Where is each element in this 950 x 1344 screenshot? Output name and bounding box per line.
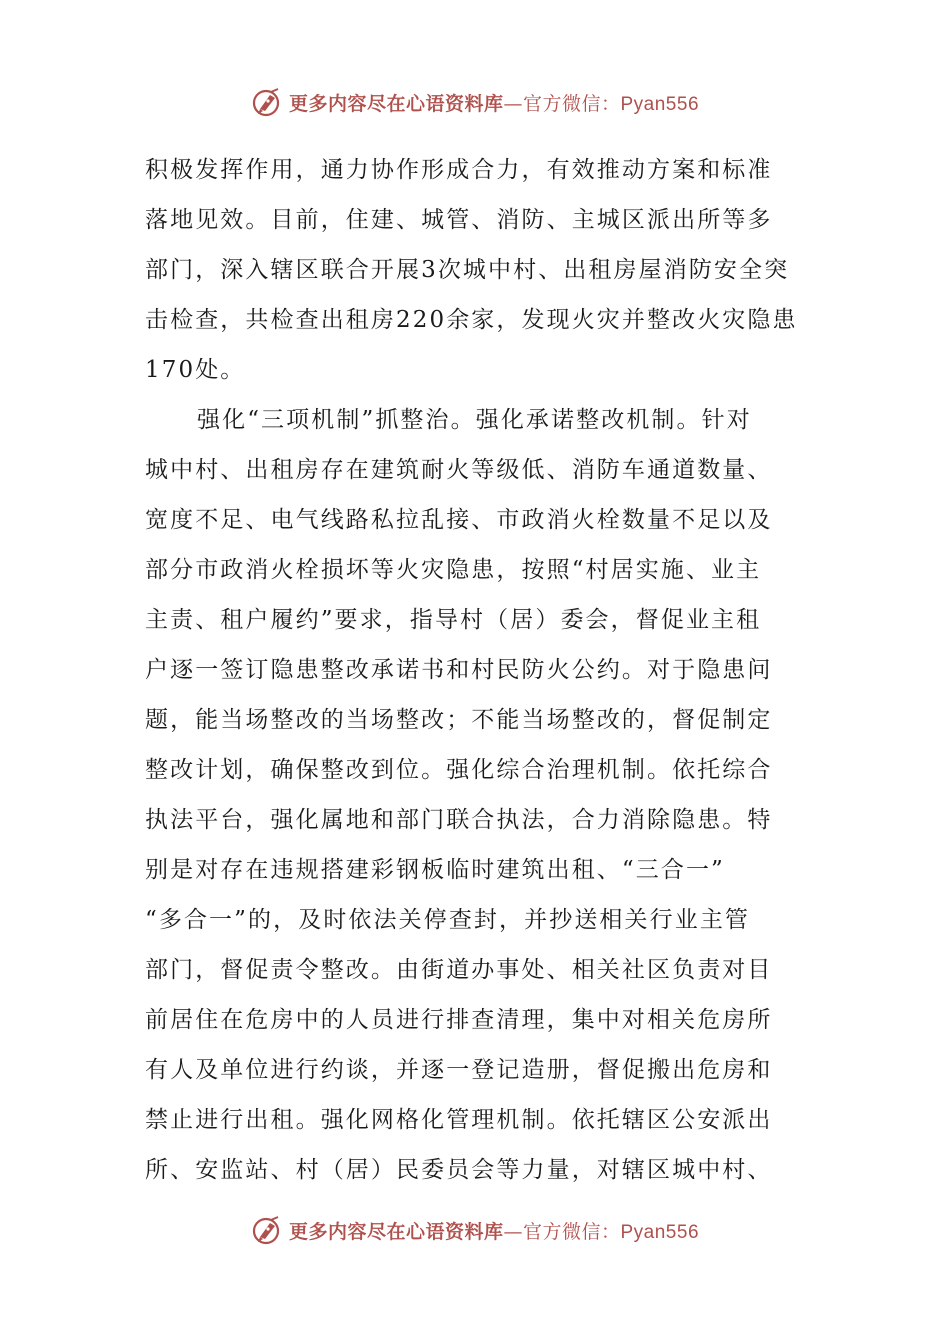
- header-banner: [0, 82, 950, 122]
- footer-banner-wechat-id: Pyan556: [620, 1221, 700, 1243]
- header-banner-text: [289, 89, 699, 116]
- body-line: 宽度不足、电气线路私拉乱接、市政消火栓数量不足以及: [145, 507, 773, 533]
- body-line: 有人及单位进行约谈，并逐一登记造册，督促搬出危房和: [145, 1057, 773, 1083]
- footer-banner-title: 更多内容尽在心语资料库: [288, 1220, 504, 1243]
- body-line: 主责、租户履约”要求，指导村（居）委会，督促业主租: [145, 607, 762, 633]
- body-line: 部门，深入辖区联合开展3次城中村、出租房屋消防安全突: [145, 257, 790, 283]
- body-line: 题，能当场整改的当场整改；不能当场整改的，督促制定: [145, 707, 773, 733]
- body-line: 别是对存在违规搭建彩钢板临时建筑出租、“三合一”: [145, 857, 725, 883]
- footer-banner-text: [289, 1217, 699, 1244]
- body-line: 落地见效。目前，住建、城管、消防、主城区派出所等多: [145, 207, 773, 233]
- body-line: 积极发挥作用，通力协作形成合力，有效推动方案和标准: [145, 157, 773, 183]
- body-line: 170处。: [145, 357, 246, 383]
- body-line: 整改计划，确保整改到位。强化综合治理机制。依托综合: [145, 757, 773, 783]
- footer-banner-label: —官方微信：: [503, 1220, 621, 1243]
- body-line: 部门，督促责令整改。由街道办事处、相关社区负责对目: [145, 957, 773, 983]
- body-line: 禁止进行出租。强化网格化管理机制。依托辖区公安派出: [145, 1107, 773, 1133]
- document-body: [145, 145, 810, 1195]
- header-banner-label: —官方微信：: [503, 92, 621, 115]
- body-line: 击检查，共检查出租房220余家，发现火灾并整改火灾隐患: [145, 307, 798, 333]
- paragraph-start-line: 强化“三项机制”抓整治。强化承诺整改机制。针对: [197, 407, 752, 433]
- pen-nib-logo-icon: [251, 86, 283, 118]
- body-line: 部分市政消火栓损坏等火灾隐患，按照“村居实施、业主: [145, 557, 762, 583]
- body-line: 所、安监站、村（居）民委员会等力量，对辖区城中村、: [145, 1157, 773, 1183]
- body-line: 户逐一签订隐患整改承诺书和村民防火公约。对于隐患问: [145, 657, 773, 683]
- body-line: 城中村、出租房存在建筑耐火等级低、消防车通道数量、: [145, 457, 773, 483]
- body-line: “多合一”的，及时依法关停查封，并抄送相关行业主管: [145, 907, 751, 933]
- body-line: 前居住在危房中的人员进行排查清理，集中对相关危房所: [145, 1007, 773, 1033]
- header-banner-wechat-id: Pyan556: [620, 93, 700, 115]
- footer-banner: [0, 1210, 950, 1250]
- header-banner-title: 更多内容尽在心语资料库: [288, 92, 504, 115]
- pen-nib-logo-icon: [251, 1214, 283, 1246]
- body-line: 执法平台，强化属地和部门联合执法，合力消除隐患。特: [145, 807, 773, 833]
